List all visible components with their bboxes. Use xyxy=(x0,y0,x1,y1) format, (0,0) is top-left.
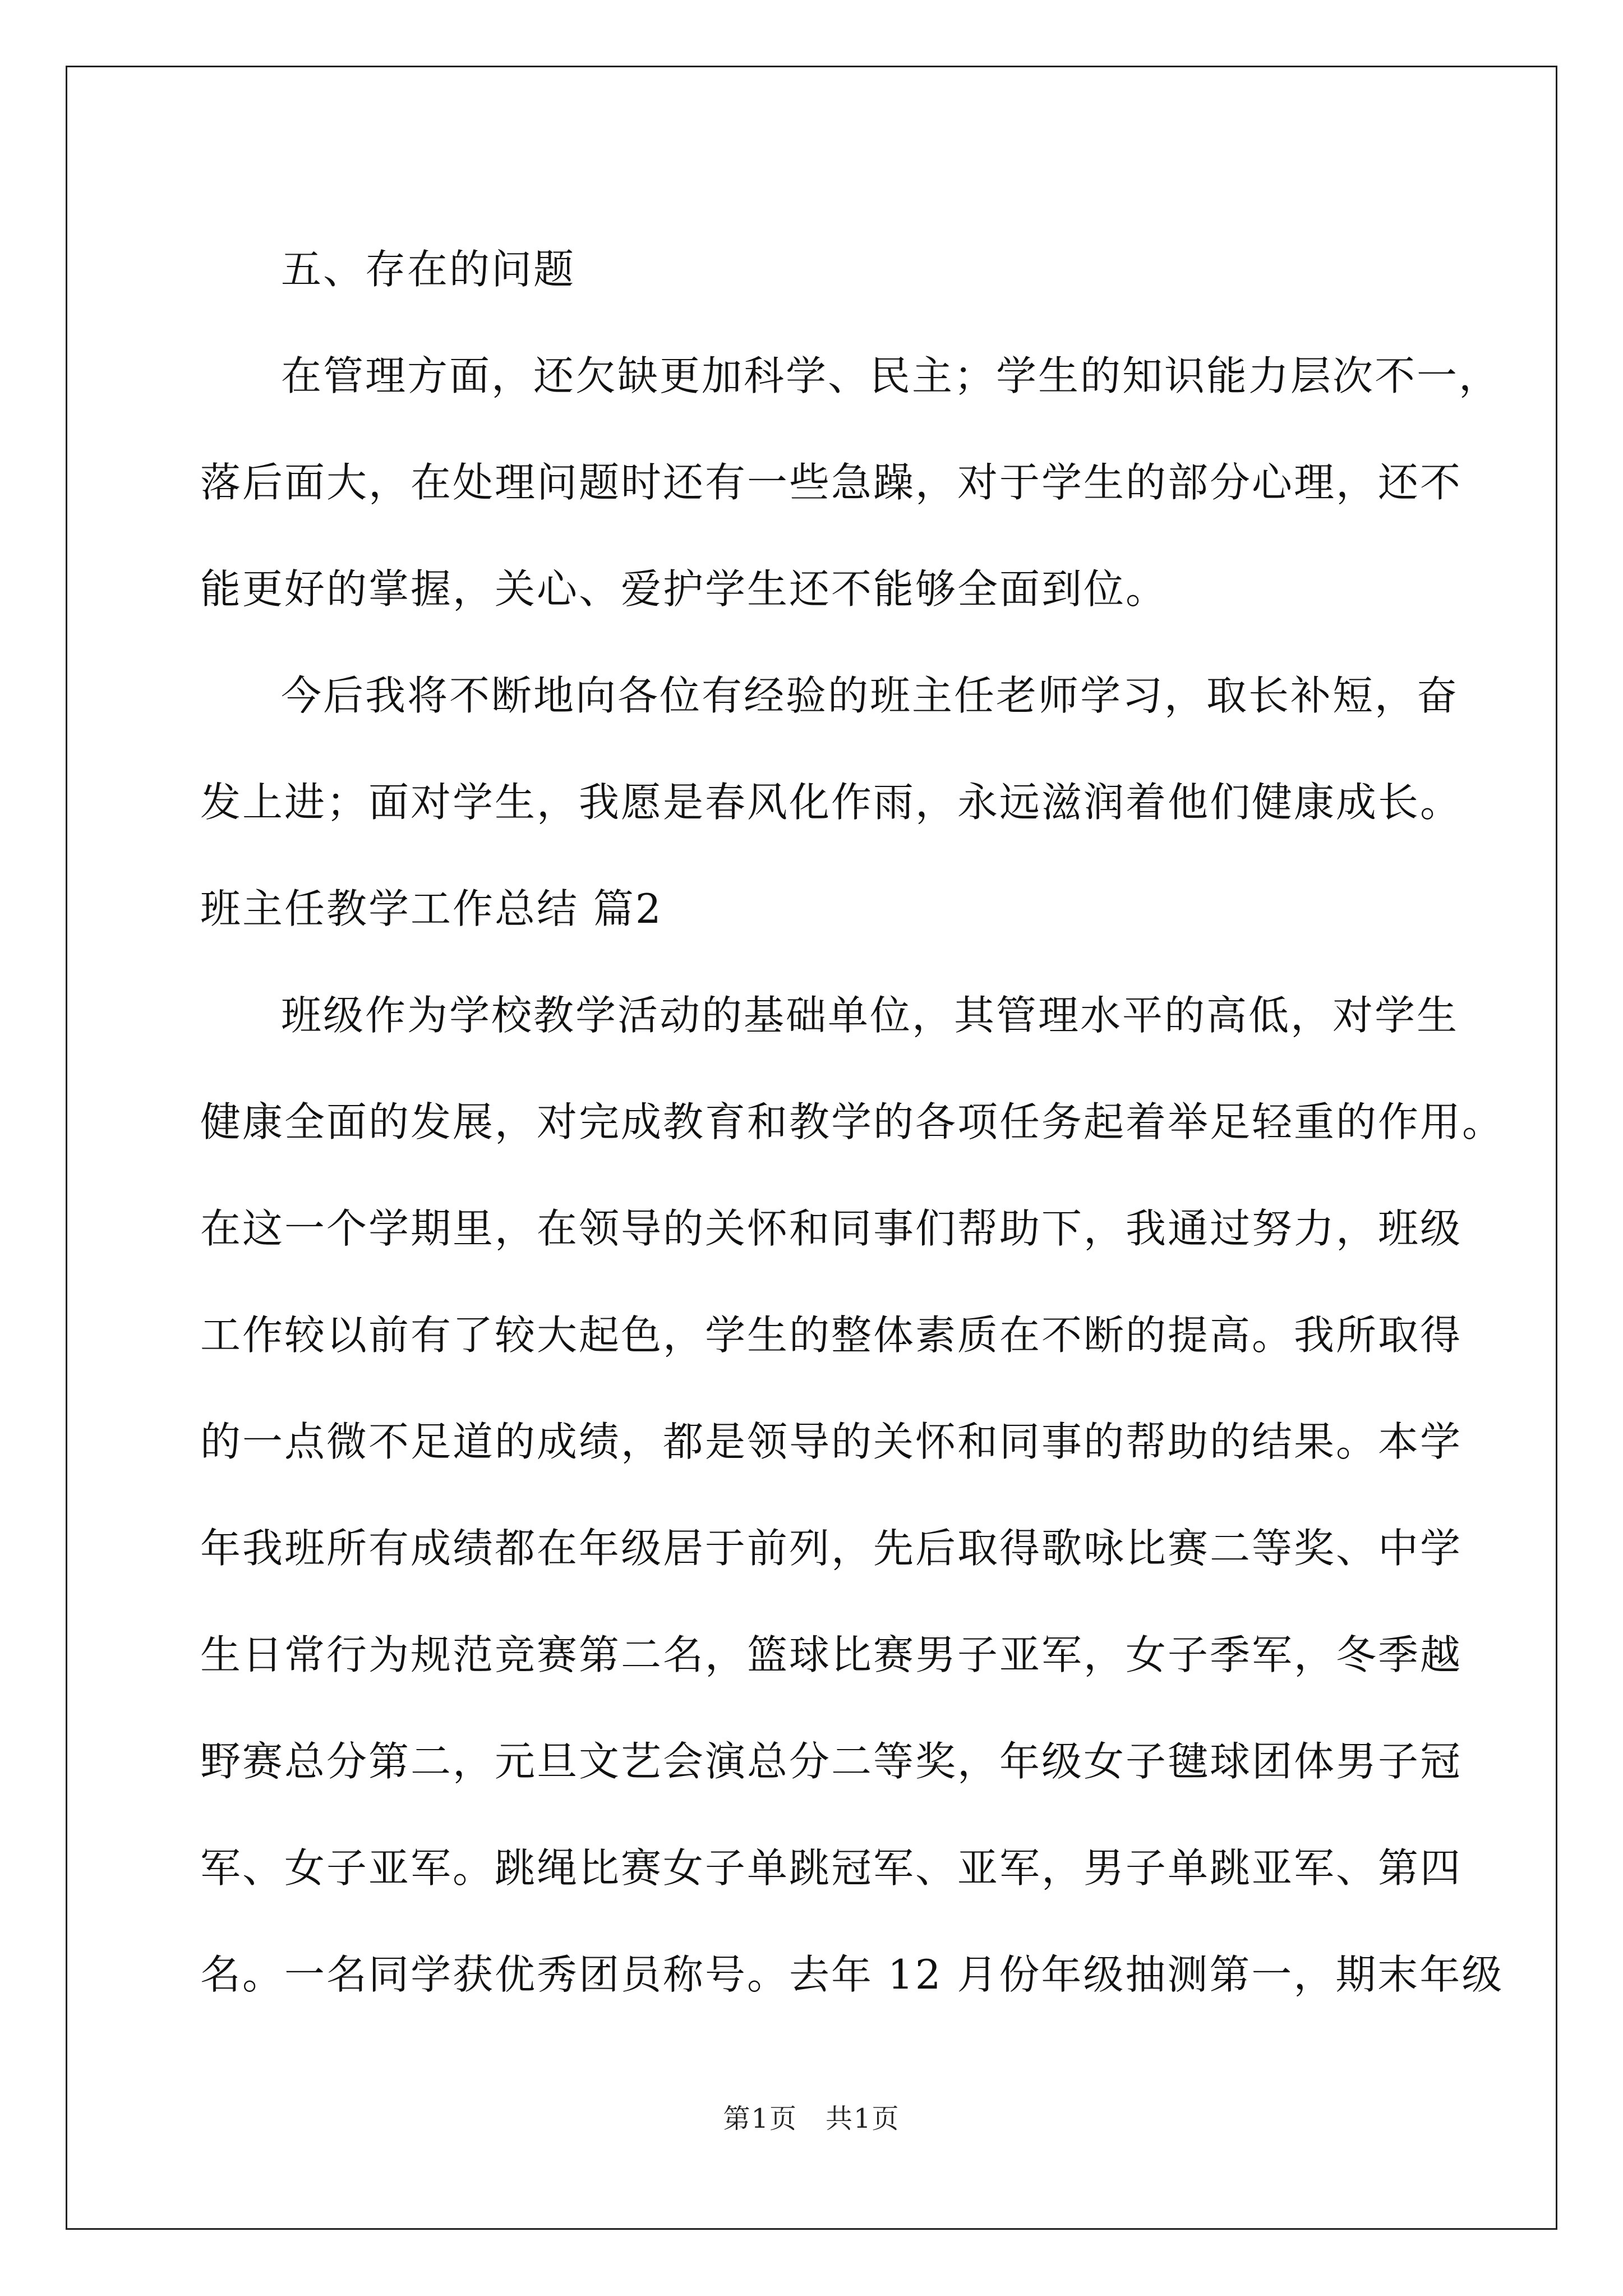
paragraph-line: 健康全面的发展，对完成教育和教学的各项任务起着举足轻重的作用。 xyxy=(200,1098,1505,1145)
article-title: 班主任教学工作总结 篇2 xyxy=(200,885,663,932)
paragraph-line: 能更好的掌握，关心、爱护学生还不能够全面到位。 xyxy=(200,565,1168,613)
paragraph-line: 发上进；面对学生，我愿是春风化作雨，永远滋润着他们健康成长。 xyxy=(200,779,1463,826)
paragraph-line: 野赛总分第二，元旦文艺会演总分二等奖，年级女子毽球团体男子冠 xyxy=(200,1738,1463,1785)
paragraph-line: 名。一名同学获优秀团员称号。去年 12 月份年级抽测第一，期末年级 xyxy=(200,1951,1504,1998)
paragraph-line: 生日常行为规范竞赛第二名，篮球比赛男子亚军，女子季军，冬季越 xyxy=(200,1631,1463,1678)
paragraph-line: 年我班所有成绩都在年级居于前列，先后取得歌咏比赛二等奖、中学 xyxy=(200,1525,1463,1572)
paragraph-line: 今后我将不断地向各位有经验的班主任老师学习，取长补短，奋 xyxy=(281,672,1459,719)
paragraph-line: 落后面大，在处理问题时还有一些急躁，对于学生的部分心理，还不 xyxy=(200,459,1463,506)
paragraph-line: 军、女子亚军。跳绳比赛女子单跳冠军、亚军，男子单跳亚军、第四 xyxy=(200,1844,1463,1892)
paragraph-line: 在这一个学期里，在领导的关怀和同事们帮助下，我通过努力，班级 xyxy=(200,1205,1463,1252)
paragraph-line: 工作较以前有了较大起色，学生的整体素质在不断的提高。我所取得 xyxy=(200,1312,1463,1359)
page-number: 第1页 共1页 xyxy=(723,2103,900,2134)
paragraph-line: 在管理方面，还欠缺更加科学、民主；学生的知识能力层次不一， xyxy=(281,352,1501,399)
section-heading: 五、存在的问题 xyxy=(281,246,576,293)
document-body xyxy=(200,216,1505,2028)
paragraph-line: 的一点微不足道的成绩，都是领导的关怀和同事的帮助的结果。本学 xyxy=(200,1418,1463,1465)
paragraph-line: 班级作为学校教学活动的基础单位，其管理水平的高低，对学生 xyxy=(281,992,1459,1039)
